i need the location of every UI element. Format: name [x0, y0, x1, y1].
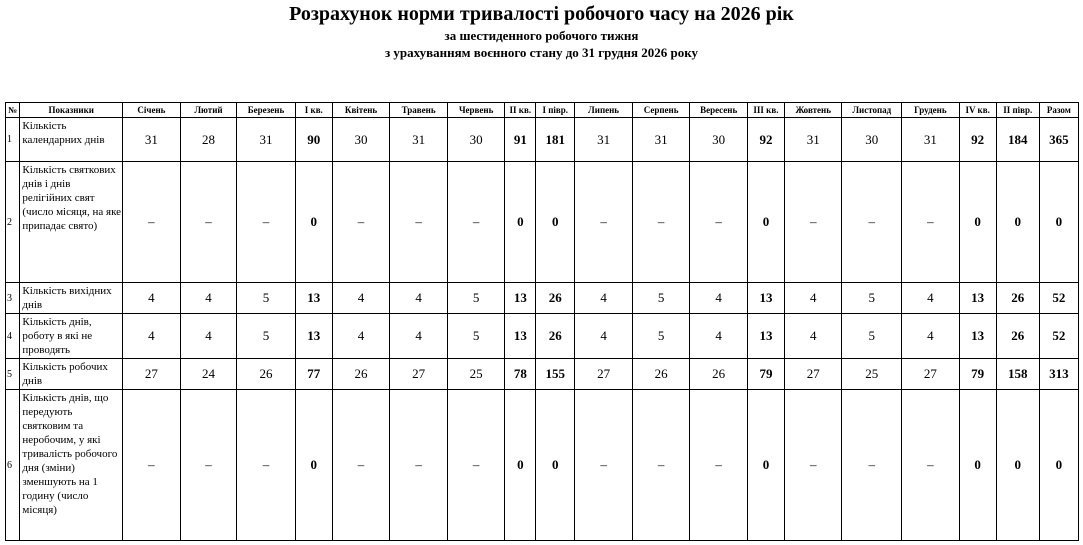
column-header: Лютий [180, 103, 237, 118]
column-header: Вересень [690, 103, 748, 118]
table-cell: 26 [536, 314, 575, 359]
table-body [6, 118, 1079, 541]
table-cell: – [390, 162, 448, 283]
table-cell: 5 [447, 283, 505, 314]
table-cell: 5 [237, 283, 296, 314]
table-cell: – [690, 390, 748, 541]
page-title: Розрахунок норми тривалості робочого часу на 2026 рік [289, 3, 794, 25]
indicator-name: Кількість робочих днів [20, 359, 123, 390]
table-cell: 13 [959, 314, 996, 359]
table-cell: 13 [505, 283, 536, 314]
table-cell: – [180, 390, 237, 541]
table-header-row [6, 103, 1079, 118]
page-subtitle: за шестиденного робочого тижня [444, 28, 639, 43]
column-header: IV кв. [959, 103, 996, 118]
table-cell: 0 [505, 162, 536, 283]
table-cell: 13 [505, 314, 536, 359]
table-cell: 181 [536, 118, 575, 162]
table-cell: – [332, 390, 390, 541]
column-header: № [6, 103, 20, 118]
table-cell: 0 [536, 390, 575, 541]
table-cell: – [842, 162, 902, 283]
table-cell: 52 [1039, 314, 1078, 359]
table-cell: 26 [690, 359, 748, 390]
table-cell: 4 [332, 314, 390, 359]
table-cell: 13 [959, 283, 996, 314]
table-cell: 26 [996, 283, 1039, 314]
table-cell: – [123, 390, 181, 541]
table-cell: 4 [180, 314, 237, 359]
table-cell: 4 [575, 314, 633, 359]
table-cell: 184 [996, 118, 1039, 162]
table-cell: 5 [632, 314, 690, 359]
table-cell: 26 [996, 314, 1039, 359]
table-cell: 31 [902, 118, 960, 162]
table-cell: 4 [123, 314, 181, 359]
table-cell: 25 [447, 359, 505, 390]
table-cell: 0 [996, 162, 1039, 283]
table-cell: 79 [747, 359, 784, 390]
column-header: Разом [1039, 103, 1078, 118]
column-header: І півр. [536, 103, 575, 118]
table-cell: – [237, 162, 296, 283]
table-cell: 0 [747, 162, 784, 283]
table-cell: – [123, 162, 181, 283]
column-header: Січень [123, 103, 181, 118]
table-cell: 28 [180, 118, 237, 162]
table-cell: 24 [180, 359, 237, 390]
table-row [6, 283, 1079, 314]
table-cell: 13 [295, 283, 332, 314]
table-cell: 4 [690, 314, 748, 359]
table-cell: 5 [447, 314, 505, 359]
table-cell: 4 [784, 314, 842, 359]
table-cell: 31 [575, 118, 633, 162]
table-cell: – [447, 390, 505, 541]
table-cell: 91 [505, 118, 536, 162]
table-cell: 27 [902, 359, 960, 390]
table-cell: 31 [390, 118, 448, 162]
table-cell: – [784, 162, 842, 283]
table-cell: – [842, 390, 902, 541]
table-cell: 30 [842, 118, 902, 162]
column-header: Березень [237, 103, 296, 118]
indicator-name: Кількість календарних днів [20, 118, 123, 162]
table-cell: 4 [180, 283, 237, 314]
table-cell: 31 [237, 118, 296, 162]
table-cell: 0 [959, 162, 996, 283]
table-cell: 4 [332, 283, 390, 314]
table-cell: – [237, 390, 296, 541]
table-cell: 52 [1039, 283, 1078, 314]
column-header: Показники [20, 103, 123, 118]
indicator-name: Кількість днів, що передують святковим та неробочим, у які тривалість робочого дня (зміни) зменшують на 1 годину (число місяця) [20, 390, 123, 541]
table-cell: – [632, 162, 690, 283]
table-cell: 5 [842, 283, 902, 314]
table-cell: – [180, 162, 237, 283]
table-cell: 30 [447, 118, 505, 162]
table-cell: 4 [902, 283, 960, 314]
work-time-norm-table [5, 102, 1079, 541]
table-cell: – [632, 390, 690, 541]
table-cell: 0 [1039, 162, 1078, 283]
table-cell: 4 [784, 283, 842, 314]
table-cell: 27 [123, 359, 181, 390]
column-header: ІІ кв. [505, 103, 536, 118]
table-cell: 90 [295, 118, 332, 162]
table-cell: 0 [295, 162, 332, 283]
table-cell: – [784, 390, 842, 541]
table-cell: 25 [842, 359, 902, 390]
table-cell: 26 [237, 359, 296, 390]
column-header: ІІ півр. [996, 103, 1039, 118]
table-cell: 0 [1039, 390, 1078, 541]
table-cell: 158 [996, 359, 1039, 390]
table-cell: 5 [237, 314, 296, 359]
table-row [6, 359, 1079, 390]
indicator-name: Кількість святкових днів і днів релігійних свят (число місяця, на яке припадає свято) [20, 162, 123, 283]
table-cell: 0 [747, 390, 784, 541]
table-cell: 92 [959, 118, 996, 162]
table-cell: 5 [632, 283, 690, 314]
table-cell: 27 [575, 359, 633, 390]
column-header: Листопад [842, 103, 902, 118]
column-header: Серпень [632, 103, 690, 118]
table-cell: 4 [123, 283, 181, 314]
table-cell: 0 [505, 390, 536, 541]
table-cell: 30 [690, 118, 748, 162]
table-cell: 26 [332, 359, 390, 390]
column-header: Квітень [332, 103, 390, 118]
table-cell: – [575, 390, 633, 541]
table-cell: 26 [536, 283, 575, 314]
page-subtitle-condition: з урахуванням воєнного стану до 31 грудня 2026 року [384, 45, 699, 60]
table-cell: – [902, 390, 960, 541]
table-cell: 0 [996, 390, 1039, 541]
table-cell: – [902, 162, 960, 283]
column-header: ІІІ кв. [747, 103, 784, 118]
row-number: 3 [6, 283, 20, 314]
table-cell: 13 [747, 283, 784, 314]
table-cell: – [332, 162, 390, 283]
row-number: 2 [6, 162, 20, 283]
column-header: Червень [447, 103, 505, 118]
table-cell: 78 [505, 359, 536, 390]
row-number: 4 [6, 314, 20, 359]
table-row [6, 162, 1079, 283]
table-cell: 27 [390, 359, 448, 390]
table-cell: 0 [295, 390, 332, 541]
table-cell: 13 [295, 314, 332, 359]
table-cell: 5 [842, 314, 902, 359]
table-cell: 30 [332, 118, 390, 162]
indicator-name: Кількість вихідних днів [20, 283, 123, 314]
row-number: 5 [6, 359, 20, 390]
table-cell: 4 [575, 283, 633, 314]
table-cell: 4 [690, 283, 748, 314]
table-cell: 4 [390, 314, 448, 359]
table-cell: 92 [747, 118, 784, 162]
table-cell: – [690, 162, 748, 283]
table-cell: 77 [295, 359, 332, 390]
table-cell: 31 [123, 118, 181, 162]
table-row [6, 314, 1079, 359]
row-number: 1 [6, 118, 20, 162]
indicator-name: Кількість днів, роботу в які не проводять [20, 314, 123, 359]
table-cell: 79 [959, 359, 996, 390]
table-cell: 155 [536, 359, 575, 390]
column-header: І кв. [295, 103, 332, 118]
row-number: 6 [6, 390, 20, 541]
table-cell: 31 [632, 118, 690, 162]
table-row [6, 390, 1079, 541]
table-cell: 313 [1039, 359, 1078, 390]
table-cell: 26 [632, 359, 690, 390]
table-cell: 0 [536, 162, 575, 283]
table-row [6, 118, 1079, 162]
table-cell: 0 [959, 390, 996, 541]
table-cell: – [575, 162, 633, 283]
table-cell: – [447, 162, 505, 283]
table-cell: 13 [747, 314, 784, 359]
table-cell: 31 [784, 118, 842, 162]
table-cell: 4 [390, 283, 448, 314]
table-cell: 27 [784, 359, 842, 390]
table-cell: 365 [1039, 118, 1078, 162]
column-header: Липень [575, 103, 633, 118]
table-cell: 4 [902, 314, 960, 359]
column-header: Травень [390, 103, 448, 118]
column-header: Грудень [902, 103, 960, 118]
table-cell: – [390, 390, 448, 541]
column-header: Жовтень [784, 103, 842, 118]
